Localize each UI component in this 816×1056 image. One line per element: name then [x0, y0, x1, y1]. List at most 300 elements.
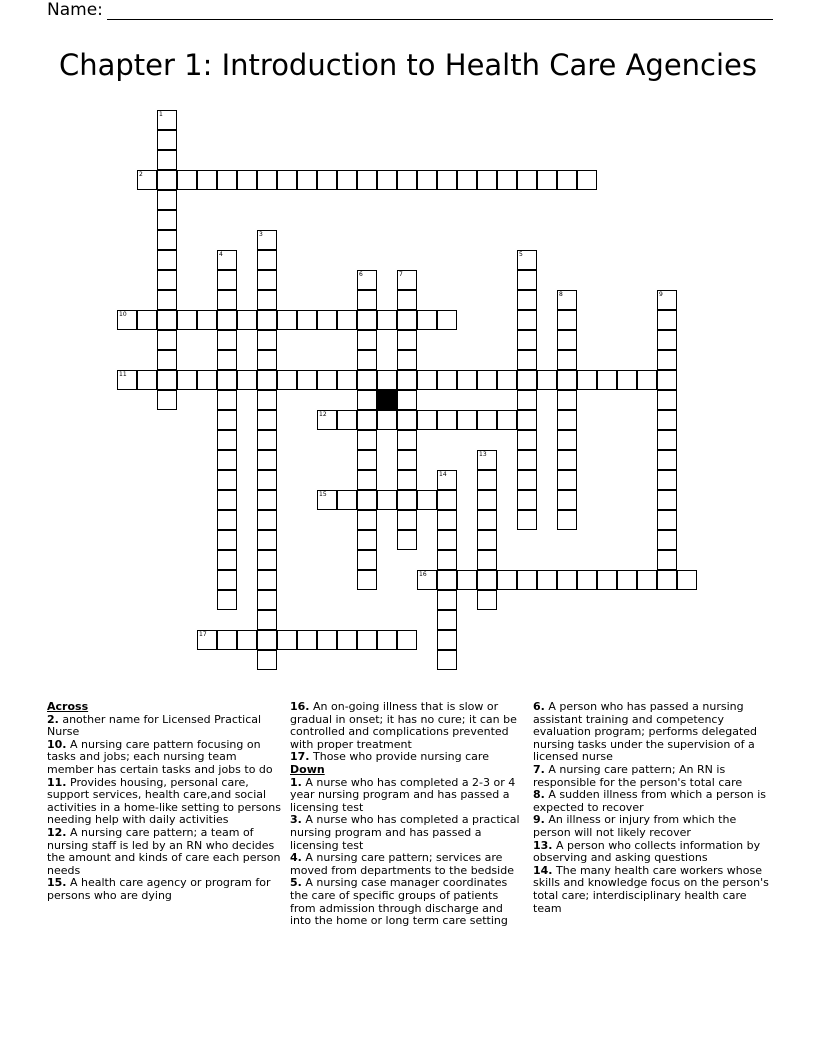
grid-cell[interactable]: [357, 470, 377, 490]
grid-cell[interactable]: [297, 170, 317, 190]
grid-cell[interactable]: [417, 490, 437, 510]
grid-cell[interactable]: [557, 350, 577, 370]
grid-cell[interactable]: [197, 630, 217, 650]
grid-cell[interactable]: [517, 270, 537, 290]
grid-cell[interactable]: [397, 270, 417, 290]
grid-cell[interactable]: [557, 430, 577, 450]
clue-text: A nursing care pattern focusing on tasks and jobs; each nursing team member has certain tasks and jobs to do: [47, 737, 273, 776]
grid-cell[interactable]: [257, 170, 277, 190]
grid-cell[interactable]: [437, 530, 457, 550]
grid-cell[interactable]: [417, 170, 437, 190]
grid-cell[interactable]: [257, 310, 277, 330]
grid-cell[interactable]: [517, 470, 537, 490]
grid-cell[interactable]: [357, 510, 377, 530]
grid-cell[interactable]: [197, 170, 217, 190]
grid-cell[interactable]: [377, 410, 397, 430]
grid-cell[interactable]: [517, 310, 537, 330]
grid-cell[interactable]: [357, 430, 377, 450]
grid-cell[interactable]: [217, 550, 237, 570]
grid-cell[interactable]: [637, 370, 657, 390]
grid-cell[interactable]: [217, 590, 237, 610]
grid-cell[interactable]: [577, 370, 597, 390]
clue-number: 17.: [290, 750, 310, 764]
grid-cell[interactable]: [357, 570, 377, 590]
grid-cell[interactable]: [577, 170, 597, 190]
grid-cell[interactable]: [457, 170, 477, 190]
grid-cell[interactable]: [397, 170, 417, 190]
grid-cell[interactable]: [557, 470, 577, 490]
clue-number: 10.: [47, 737, 67, 751]
grid-cell[interactable]: [637, 570, 657, 590]
grid-cell[interactable]: [217, 470, 237, 490]
grid-number: 2: [139, 171, 143, 178]
clue-number: 14.: [533, 863, 553, 877]
clue-across-11: [47, 777, 283, 827]
grid-cell[interactable]: [437, 170, 457, 190]
grid-cell[interactable]: [357, 490, 377, 510]
grid-cell[interactable]: [657, 470, 677, 490]
grid-cell[interactable]: [277, 310, 297, 330]
grid-cell[interactable]: [657, 510, 677, 530]
grid-cell[interactable]: [397, 330, 417, 350]
grid-cell[interactable]: [317, 630, 337, 650]
grid-cell[interactable]: [377, 310, 397, 330]
clue-number: 16.: [290, 700, 310, 713]
grid-cell[interactable]: [417, 570, 437, 590]
grid-cell[interactable]: [217, 430, 237, 450]
grid-cell[interactable]: [597, 570, 617, 590]
grid-cell[interactable]: [657, 290, 677, 310]
grid-number: 7: [399, 271, 403, 278]
down-heading: Down: [290, 762, 325, 776]
grid-cell[interactable]: [257, 490, 277, 510]
grid-cell[interactable]: [157, 310, 177, 330]
grid-cell[interactable]: [157, 110, 177, 130]
grid-cell[interactable]: [397, 410, 417, 430]
grid-cell[interactable]: [257, 230, 277, 250]
grid-cell[interactable]: [517, 350, 537, 370]
grid-cell[interactable]: [257, 550, 277, 570]
grid-cell[interactable]: [117, 370, 137, 390]
grid-cell[interactable]: [257, 290, 277, 310]
grid-cell[interactable]: [437, 610, 457, 630]
grid-cell[interactable]: [217, 370, 237, 390]
grid-cell[interactable]: [237, 370, 257, 390]
grid-cell[interactable]: [477, 510, 497, 530]
grid-cell[interactable]: [417, 410, 437, 430]
grid-cell[interactable]: [397, 510, 417, 530]
grid-number: 1: [159, 111, 163, 118]
grid-cell[interactable]: [177, 310, 197, 330]
grid-cell[interactable]: [557, 310, 577, 330]
grid-number: 6: [359, 271, 363, 278]
grid-cell[interactable]: [477, 370, 497, 390]
grid-cell[interactable]: [377, 630, 397, 650]
clue-number: 3.: [290, 813, 302, 827]
grid-cell[interactable]: [257, 590, 277, 610]
grid-cell[interactable]: [257, 370, 277, 390]
clue-text: A person who collects information by observing and asking questions: [533, 838, 761, 865]
grid-cell[interactable]: [217, 570, 237, 590]
grid-cell[interactable]: [357, 350, 377, 370]
grid-cell[interactable]: [517, 250, 537, 270]
grid-cell[interactable]: [497, 170, 517, 190]
grid-cell[interactable]: [337, 310, 357, 330]
grid-cell[interactable]: [357, 630, 377, 650]
grid-cell[interactable]: [157, 230, 177, 250]
grid-number: 9: [659, 291, 663, 298]
grid-cell[interactable]: [337, 490, 357, 510]
grid-cell[interactable]: [437, 310, 457, 330]
grid-cell[interactable]: [157, 150, 177, 170]
grid-cell[interactable]: [157, 390, 177, 410]
grid-cell[interactable]: [317, 170, 337, 190]
grid-cell[interactable]: [517, 370, 537, 390]
grid-cell[interactable]: [357, 310, 377, 330]
grid-cell[interactable]: [257, 270, 277, 290]
grid-cell[interactable]: [557, 330, 577, 350]
grid-cell[interactable]: [557, 490, 577, 510]
grid-cell[interactable]: [537, 570, 557, 590]
grid-cell[interactable]: [397, 390, 417, 410]
grid-cell[interactable]: [197, 310, 217, 330]
grid-number: 13: [479, 451, 487, 458]
grid-cell[interactable]: [337, 630, 357, 650]
clue-text: A nursing case manager coordinates the care of specific groups of patients from admission through discharge and into the home or long term care setting: [290, 876, 508, 928]
grid-cell[interactable]: [357, 530, 377, 550]
grid-cell[interactable]: [297, 310, 317, 330]
grid-cell[interactable]: [497, 570, 517, 590]
grid-cell[interactable]: [477, 590, 497, 610]
grid-cell[interactable]: [397, 370, 417, 390]
grid-cell[interactable]: [157, 210, 177, 230]
grid-cell[interactable]: [657, 390, 677, 410]
clue-down-8: [533, 789, 769, 814]
grid-cell[interactable]: [397, 310, 417, 330]
across-heading: Across: [47, 700, 89, 713]
grid-cell[interactable]: [197, 370, 217, 390]
clue-across-16: [290, 701, 526, 751]
grid-cell[interactable]: [377, 170, 397, 190]
grid-cell[interactable]: [437, 650, 457, 670]
clue-column-2: [290, 701, 526, 928]
clue-down-14: [533, 865, 769, 915]
grid-cell[interactable]: [657, 570, 677, 590]
grid-cell[interactable]: [517, 170, 537, 190]
grid-cell[interactable]: [337, 170, 357, 190]
grid-cell[interactable]: [157, 170, 177, 190]
grid-cell[interactable]: [437, 510, 457, 530]
grid-cell[interactable]: [397, 630, 417, 650]
grid-cell[interactable]: [257, 470, 277, 490]
grid-cell[interactable]: [477, 170, 497, 190]
clue-text: Those who provide nursing care: [313, 750, 489, 764]
clue-across-12: [47, 827, 283, 877]
clue-down-3: [290, 814, 526, 852]
grid-cell[interactable]: [397, 470, 417, 490]
grid-cell[interactable]: [477, 490, 497, 510]
clue-text: Provides housing, personal care, support services, health care,and social activities in a home-like setting to persons needing help with daily activities: [47, 775, 281, 827]
clue-across-10: [47, 739, 283, 777]
grid-cell[interactable]: [257, 650, 277, 670]
grid-cell[interactable]: [217, 410, 237, 430]
grid-cell[interactable]: [577, 570, 597, 590]
grid-cell[interactable]: [217, 350, 237, 370]
grid-cell[interactable]: [217, 290, 237, 310]
clue-down-1: [290, 777, 526, 815]
grid-cell[interactable]: [437, 590, 457, 610]
grid-cell[interactable]: [437, 490, 457, 510]
grid-cell[interactable]: [457, 570, 477, 590]
grid-cell[interactable]: [397, 490, 417, 510]
grid-cell[interactable]: [397, 530, 417, 550]
grid-cell[interactable]: [217, 490, 237, 510]
grid-cell[interactable]: [297, 370, 317, 390]
grid-cell[interactable]: [657, 310, 677, 330]
clue-text: The many health care workers whose skills and knowledge focus on the person's total care; interdisciplinary health care team: [533, 863, 769, 915]
grid-cell[interactable]: [437, 550, 457, 570]
clue-text: An on-going illness that is slow or gradual in onset; it has no cure; it can be controlled and complications prevented with proper treatment: [290, 700, 517, 751]
clue-text: A nursing care pattern; An RN is responsible for the person's total care: [533, 762, 743, 789]
grid-cell[interactable]: [257, 250, 277, 270]
grid-cell[interactable]: [517, 390, 537, 410]
grid-cell[interactable]: [517, 410, 537, 430]
clue-number: 9.: [533, 813, 545, 827]
grid-cell[interactable]: [677, 570, 697, 590]
grid-cell[interactable]: [397, 290, 417, 310]
grid-cell[interactable]: [557, 450, 577, 470]
grid-cell[interactable]: [357, 170, 377, 190]
clue-down-4: [290, 852, 526, 877]
clue-number: 15.: [47, 876, 67, 890]
grid-cell[interactable]: [377, 370, 397, 390]
grid-cell[interactable]: [257, 410, 277, 430]
grid-cell[interactable]: [217, 310, 237, 330]
grid-cell[interactable]: [137, 170, 157, 190]
grid-cell[interactable]: [257, 630, 277, 650]
clue-number: 7.: [533, 762, 545, 776]
grid-cell[interactable]: [357, 370, 377, 390]
grid-cell[interactable]: [557, 370, 577, 390]
grid-cell[interactable]: [477, 450, 497, 470]
grid-cell[interactable]: [117, 310, 137, 330]
page-title: Chapter 1: Introduction to Health Care Agencies: [59, 48, 757, 82]
clue-across-15: [47, 877, 283, 902]
grid-cell[interactable]: [557, 290, 577, 310]
grid-number: 15: [319, 491, 327, 498]
grid-cell[interactable]: [657, 330, 677, 350]
grid-cell[interactable]: [457, 410, 477, 430]
grid-cell[interactable]: [497, 410, 517, 430]
grid-cell[interactable]: [477, 550, 497, 570]
grid-cell[interactable]: [357, 450, 377, 470]
grid-cell[interactable]: [617, 570, 637, 590]
grid-cell[interactable]: [317, 310, 337, 330]
grid-cell[interactable]: [137, 370, 157, 390]
clue-down-6: [533, 701, 769, 764]
grid-cell[interactable]: [277, 370, 297, 390]
clue-across-17: [290, 751, 526, 764]
grid-cell[interactable]: [657, 410, 677, 430]
grid-number: 5: [519, 251, 523, 258]
grid-cell[interactable]: [257, 430, 277, 450]
clue-number: 5.: [290, 876, 302, 890]
grid-cell[interactable]: [517, 430, 537, 450]
grid-cell[interactable]: [477, 410, 497, 430]
grid-cell[interactable]: [277, 630, 297, 650]
grid-number: 14: [439, 471, 447, 478]
grid-cell[interactable]: [417, 310, 437, 330]
grid-cell[interactable]: [657, 490, 677, 510]
clue-number: 12.: [47, 825, 67, 839]
clue-down-9: [533, 814, 769, 839]
grid-cell[interactable]: [237, 630, 257, 650]
grid-cell[interactable]: [217, 630, 237, 650]
grid-number: 16: [419, 571, 427, 578]
grid-cell[interactable]: [437, 570, 457, 590]
grid-cell[interactable]: [617, 370, 637, 390]
clue-column-3: [533, 701, 769, 915]
grid-cell[interactable]: [257, 570, 277, 590]
grid-cell[interactable]: [537, 170, 557, 190]
grid-cell[interactable]: [437, 470, 457, 490]
grid-cell[interactable]: [217, 510, 237, 530]
grid-cell[interactable]: [237, 170, 257, 190]
grid-cell[interactable]: [297, 630, 317, 650]
grid-cell[interactable]: [137, 310, 157, 330]
grid-cell[interactable]: [277, 170, 297, 190]
clue-number: 1.: [290, 775, 302, 789]
grid-cell[interactable]: [257, 450, 277, 470]
grid-cell[interactable]: [157, 330, 177, 350]
grid-cell[interactable]: [157, 130, 177, 150]
grid-cell[interactable]: [477, 470, 497, 490]
grid-cell[interactable]: [557, 510, 577, 530]
grid-cell[interactable]: [377, 490, 397, 510]
clue-down-13: [533, 840, 769, 865]
grid-cell[interactable]: [437, 630, 457, 650]
grid-cell[interactable]: [217, 250, 237, 270]
grid-cell[interactable]: [537, 370, 557, 390]
grid-number: 4: [219, 251, 223, 258]
grid-cell[interactable]: [477, 570, 497, 590]
grid-cell[interactable]: [657, 430, 677, 450]
grid-cell[interactable]: [357, 410, 377, 430]
grid-cell[interactable]: [417, 370, 437, 390]
grid-cell[interactable]: [557, 570, 577, 590]
clue-number: 13.: [533, 838, 553, 852]
grid-cell[interactable]: [517, 290, 537, 310]
grid-cell[interactable]: [217, 330, 237, 350]
grid-cell[interactable]: [657, 370, 677, 390]
grid-cell[interactable]: [657, 450, 677, 470]
grid-cell[interactable]: [157, 350, 177, 370]
grid-cell[interactable]: [357, 270, 377, 290]
grid-cell[interactable]: [257, 390, 277, 410]
grid-number: 11: [119, 371, 127, 378]
grid-cell[interactable]: [257, 610, 277, 630]
grid-cell[interactable]: [157, 250, 177, 270]
grid-cell[interactable]: [237, 310, 257, 330]
clue-text: A sudden illness from which a person is expected to recover: [533, 788, 766, 814]
grid-cell[interactable]: [157, 290, 177, 310]
grid-cell[interactable]: [257, 330, 277, 350]
grid-cell[interactable]: [177, 170, 197, 190]
grid-cell[interactable]: [657, 350, 677, 370]
grid-cell[interactable]: [177, 370, 197, 390]
clue-text: A person who has passed a nursing assistant training and competency evaluation program; performs delegated nursing tasks under the supervision of a licensed nurse: [533, 700, 758, 764]
clue-number: 2.: [47, 712, 59, 726]
grid-cell[interactable]: [257, 530, 277, 550]
grid-cell[interactable]: [517, 330, 537, 350]
grid-cell[interactable]: [517, 450, 537, 470]
grid-cell[interactable]: [557, 390, 577, 410]
grid-cell[interactable]: [557, 170, 577, 190]
grid-cell[interactable]: [517, 510, 537, 530]
clue-number: 6.: [533, 700, 545, 713]
grid-cell[interactable]: [437, 370, 457, 390]
grid-cell[interactable]: [477, 530, 497, 550]
clue-column-1: [47, 701, 283, 903]
grid-cell[interactable]: [457, 370, 477, 390]
grid-cell[interactable]: [157, 370, 177, 390]
grid-cell[interactable]: [337, 370, 357, 390]
grid-cell[interactable]: [217, 390, 237, 410]
clue-number: 11.: [47, 775, 67, 789]
clue-across-2: [47, 714, 283, 739]
grid-cell[interactable]: [257, 510, 277, 530]
grid-cell[interactable]: [317, 410, 337, 430]
grid-cell[interactable]: [357, 550, 377, 570]
grid-number: 8: [559, 291, 563, 298]
grid-cell[interactable]: [557, 410, 577, 430]
grid-cell[interactable]: [397, 450, 417, 470]
grid-cell[interactable]: [517, 490, 537, 510]
grid-cell[interactable]: [317, 370, 337, 390]
grid-cell[interactable]: [497, 370, 517, 390]
grid-cell[interactable]: [397, 430, 417, 450]
name-label: Name:: [47, 0, 103, 20]
grid-cell[interactable]: [657, 550, 677, 570]
grid-cell[interactable]: [257, 350, 277, 370]
grid-number: 17: [199, 631, 207, 638]
grid-number: 3: [259, 231, 263, 238]
clue-text: A nurse who has completed a practical nursing program and has passed a licensing test: [290, 813, 520, 852]
grid-cell[interactable]: [337, 410, 357, 430]
grid-cell[interactable]: [157, 190, 177, 210]
grid-cell[interactable]: [217, 170, 237, 190]
clue-text: A health care agency or program for persons who are dying: [47, 876, 271, 902]
grid-cell[interactable]: [437, 410, 457, 430]
grid-cell[interactable]: [217, 450, 237, 470]
grid-cell[interactable]: [357, 390, 377, 410]
clue-text: A nurse who has completed a 2-3 or 4 year nursing program and has passed a licensing test: [290, 775, 516, 814]
grid-cell[interactable]: [517, 570, 537, 590]
grid-number: 10: [119, 311, 127, 318]
grid-cell[interactable]: [217, 270, 237, 290]
grid-cell[interactable]: [317, 490, 337, 510]
grid-cell[interactable]: [157, 270, 177, 290]
grid-cell[interactable]: [357, 330, 377, 350]
clue-text: another name for Licensed Practical Nurse: [47, 712, 262, 739]
grid-cell[interactable]: [657, 530, 677, 550]
grid-number: 12: [319, 411, 327, 418]
clue-text: An illness or injury from which the person will not likely recover: [533, 813, 737, 839]
grid-cell[interactable]: [357, 290, 377, 310]
grid-cell[interactable]: [217, 530, 237, 550]
grid-cell[interactable]: [397, 350, 417, 370]
grid-cell[interactable]: [597, 370, 617, 390]
